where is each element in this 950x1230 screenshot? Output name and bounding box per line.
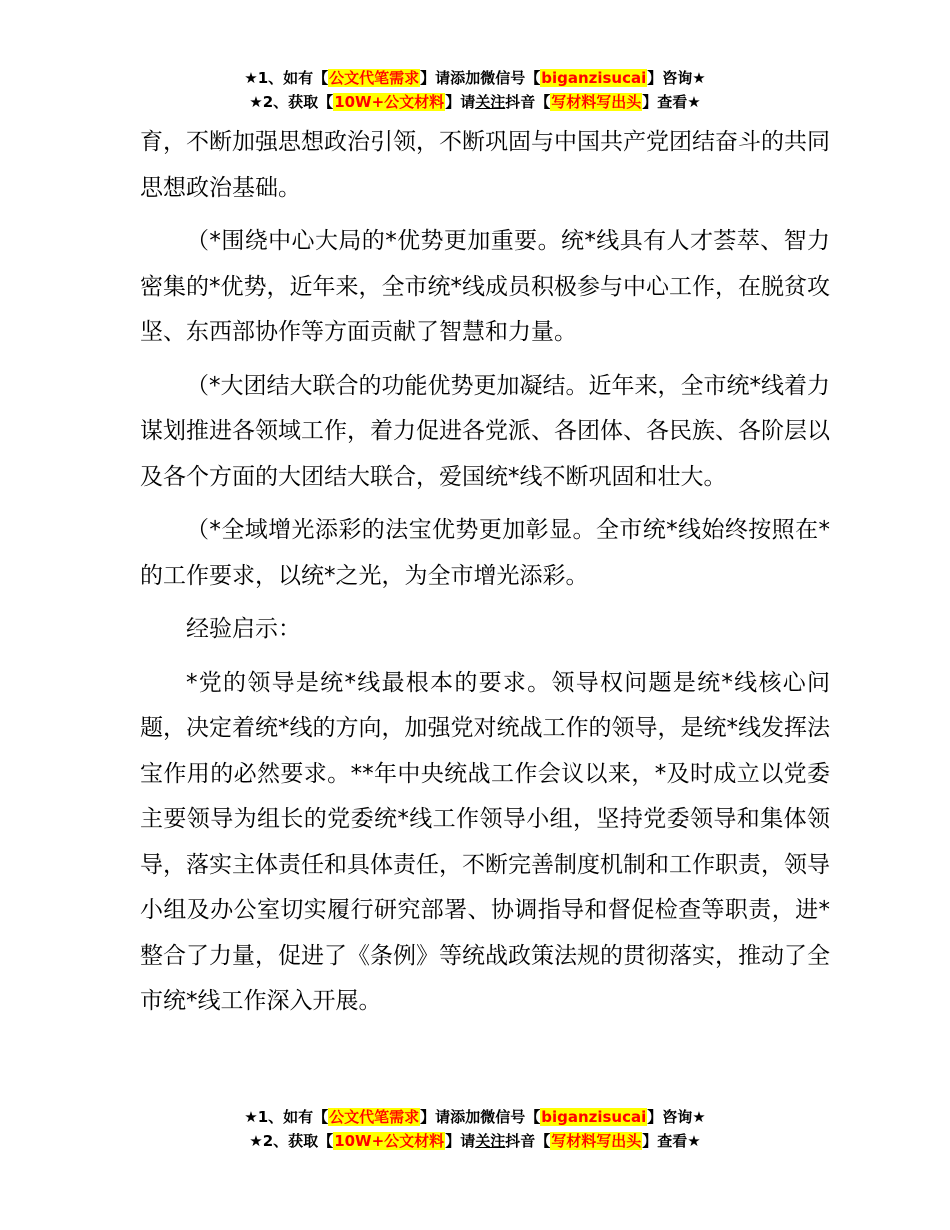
banner-highlight: 写材料写出头 bbox=[551, 1132, 642, 1150]
paragraph: （*全域增光添彩的法宝优势更加彰显。全市统*线始终按照在*的工作要求，以统*之光，为全市增光添彩。 bbox=[140, 517, 830, 589]
paragraph: 育，不断加强思想政治引领，不断巩固与中国共产党团结奋斗的共同思想政治基础。 bbox=[140, 129, 830, 201]
banner-text: 微信号【 bbox=[480, 69, 541, 87]
banner-text: ★2、获取【 bbox=[249, 93, 334, 111]
banner-emphasis: 关注 bbox=[475, 1132, 506, 1150]
banner-text: ★1、如有【 bbox=[244, 1108, 329, 1126]
banner-text: 】咨询★ bbox=[647, 69, 706, 87]
banner-highlight: 10W+公文材料 bbox=[334, 1132, 445, 1150]
banner-text: 】请 bbox=[445, 1132, 476, 1150]
footer-banner bbox=[0, 1105, 950, 1153]
header-banner bbox=[0, 66, 950, 114]
banner-highlight: 10W+公文材料 bbox=[334, 93, 445, 111]
banner-highlight: 公文代笔需求 bbox=[329, 69, 420, 87]
banner-text: 微信号【 bbox=[480, 1108, 541, 1126]
banner-highlight: biganzisucai bbox=[541, 1108, 647, 1126]
banner-line-2 bbox=[0, 1129, 950, 1153]
banner-text: 】咨询★ bbox=[647, 1108, 706, 1126]
banner-emphasis: 加 bbox=[465, 69, 481, 87]
banner-text: 】请添 bbox=[420, 1108, 466, 1126]
banner-line-2 bbox=[0, 90, 950, 114]
banner-line-1 bbox=[0, 66, 950, 90]
banner-emphasis: 加 bbox=[465, 1108, 481, 1126]
document-body bbox=[140, 120, 830, 1033]
paragraph: （*大团结大联合的功能优势更加凝结。近年来，全市统*线着力谋划推进各领域工作，着力促进各党派、各团体、各民族、各阶层以及各个方面的大团结大联合，爱国统*线不断巩固和壮大。 bbox=[140, 372, 830, 490]
banner-highlight: 写材料写出头 bbox=[551, 93, 642, 111]
banner-text: 】请 bbox=[445, 93, 476, 111]
banner-text: 】查看★ bbox=[642, 93, 701, 111]
banner-text: 抖音【 bbox=[505, 1132, 551, 1150]
banner-text: 】请添 bbox=[420, 69, 466, 87]
paragraph: （*围绕中心大局的*优势更加重要。统*线具有人才荟萃、智力密集的*优势，近年来，全市统*线成员积极参与中心工作，在脱贫攻坚、东西部协作等方面贡献了智慧和力量。 bbox=[140, 228, 830, 345]
banner-emphasis: 关注 bbox=[475, 93, 506, 111]
banner-highlight: 公文代笔需求 bbox=[329, 1108, 420, 1126]
banner-text: 抖音【 bbox=[505, 93, 551, 111]
banner-text: ★1、如有【 bbox=[244, 69, 329, 87]
paragraph: *党的领导是统*线最根本的要求。领导权问题是统*线核心问题，决定着统*线的方向，加强党对统战工作的领导，是统*线发挥法宝作用的必然要求。**年中央统战工作会议以来，*及时成立以党委主要领导为组长的党委统*线工作领导小组，坚持党委领导和集体领导，落实主体责任和具体责任，不断完善制度机制和工作职责，领导小组及办公室切实履行研究部署、协调指导和督促检查等职责，进*整合了力量，促进了《条例》等统战政策法规的贯彻落实，推动了全市统*线工作深入开展。 bbox=[140, 669, 830, 1014]
banner-highlight: biganzisucai bbox=[541, 69, 647, 87]
banner-line-1 bbox=[0, 1105, 950, 1129]
banner-text: ★2、获取【 bbox=[249, 1132, 334, 1150]
banner-text: 】查看★ bbox=[642, 1132, 701, 1150]
section-heading: 经验启示： bbox=[186, 616, 301, 642]
